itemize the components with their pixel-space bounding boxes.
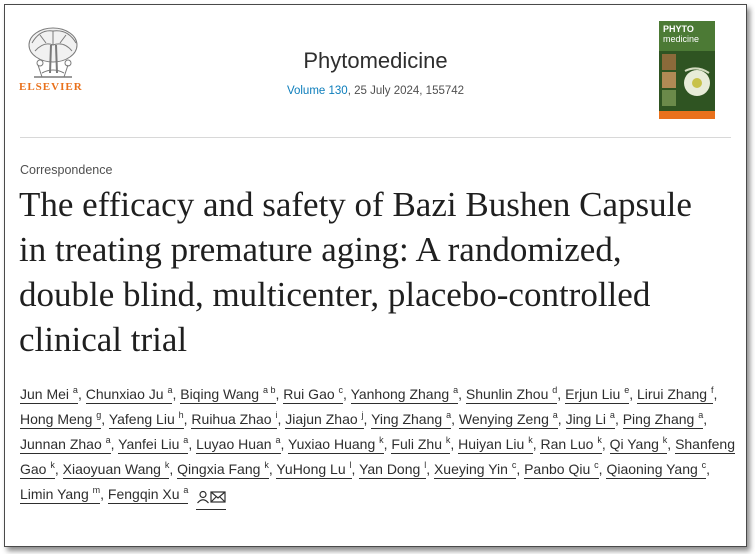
author-name: Huiyan Liu bbox=[458, 436, 525, 452]
author-name: Ran Luo bbox=[540, 436, 594, 452]
author-link[interactable] bbox=[458, 436, 533, 454]
author-affiliation: g bbox=[96, 410, 102, 420]
cover-title-line2: medicine bbox=[663, 34, 700, 44]
journal-header bbox=[5, 5, 746, 137]
author-affiliation: k bbox=[597, 435, 602, 445]
author-link[interactable] bbox=[610, 436, 668, 454]
author-affiliation: c bbox=[338, 385, 344, 395]
author-affiliation: h bbox=[178, 410, 184, 420]
author-affiliation: l bbox=[349, 460, 352, 470]
email-icon bbox=[210, 490, 226, 504]
author-link[interactable] bbox=[20, 436, 111, 454]
author-link[interactable] bbox=[434, 461, 516, 479]
author-name: Shunlin Zhou bbox=[465, 386, 549, 402]
author-affiliation: a bbox=[105, 435, 111, 445]
author-name: Fengqin Xu bbox=[107, 486, 180, 502]
author-name: Yan Dong bbox=[359, 461, 421, 477]
person-icon bbox=[196, 490, 210, 504]
author-link[interactable] bbox=[566, 411, 615, 429]
author-affiliation: f bbox=[710, 385, 714, 395]
article-title: The efficacy and safety of Bazi Bushen Capsule in treating premature aging: A randomized, double blind, multicenter, placebo-controlled clinical trial bbox=[19, 185, 692, 359]
author-link[interactable] bbox=[20, 411, 101, 429]
author-name: Jun Mei bbox=[20, 386, 70, 402]
author-affiliation: l bbox=[424, 460, 427, 470]
author-affiliation: a bbox=[183, 435, 189, 445]
author-name: YuHong Lu bbox=[276, 461, 346, 477]
cover-title-line1: PHYTO bbox=[663, 24, 694, 34]
author-name: Qingxia Fang bbox=[177, 461, 261, 477]
issue-info-line bbox=[5, 85, 746, 97]
author-affiliation: k bbox=[662, 435, 668, 445]
journal-title[interactable]: Phytomedicine bbox=[303, 48, 448, 73]
author-link[interactable] bbox=[191, 411, 277, 429]
author-name: Yanhong Zhang bbox=[350, 386, 450, 402]
author-affiliation: a bbox=[183, 485, 189, 495]
issue-date-pages: , 25 July 2024, 155742 bbox=[347, 85, 465, 97]
author-link[interactable] bbox=[283, 386, 343, 404]
corresponding-author-icons[interactable] bbox=[196, 484, 226, 510]
author-name: Wenying Zeng bbox=[458, 411, 549, 427]
author-affiliation: c bbox=[511, 460, 517, 470]
author-name: Shanfeng Gao bbox=[20, 436, 736, 477]
author-link[interactable] bbox=[371, 411, 451, 429]
author-name: Chunxiao Ju bbox=[85, 386, 164, 402]
author-affiliation: a bbox=[453, 385, 459, 395]
author-affiliation: a b bbox=[262, 385, 276, 395]
author-name: Hong Meng bbox=[20, 411, 93, 427]
author-name: Luyao Huan bbox=[196, 436, 272, 452]
author-name: Limin Yang bbox=[20, 486, 89, 502]
author-name: Xiaoyuan Wang bbox=[62, 461, 161, 477]
author-affiliation: k bbox=[50, 460, 55, 470]
author-link[interactable] bbox=[196, 436, 280, 454]
author-affiliation: d bbox=[552, 385, 558, 395]
author-affiliation: k bbox=[264, 460, 269, 470]
author-affiliation: a bbox=[167, 385, 173, 395]
author-name: Ruihua Zhao bbox=[191, 411, 272, 427]
author-link[interactable] bbox=[524, 461, 599, 479]
author-link[interactable] bbox=[466, 386, 557, 404]
author-link[interactable] bbox=[351, 386, 459, 404]
author-affiliation: i bbox=[275, 410, 278, 420]
author-link[interactable] bbox=[391, 436, 450, 454]
author-affiliation: k bbox=[528, 435, 533, 445]
author-link[interactable] bbox=[459, 411, 558, 429]
author-affiliation: m bbox=[92, 485, 101, 495]
author-name: Rui Gao bbox=[283, 386, 335, 402]
author-link[interactable] bbox=[180, 386, 275, 404]
author-link[interactable] bbox=[606, 461, 706, 479]
author-affiliation: k bbox=[445, 435, 451, 445]
author-name: Yuxiao Huang bbox=[288, 436, 376, 452]
author-affiliation: a bbox=[275, 435, 281, 445]
author-affiliation: a bbox=[446, 410, 452, 420]
author-name: Xueying Yin bbox=[433, 461, 508, 477]
author-affiliation: k bbox=[164, 460, 170, 470]
author-affiliation: a bbox=[72, 385, 78, 395]
author-link[interactable] bbox=[63, 461, 170, 479]
author-name: Lirui Zhang bbox=[637, 386, 708, 402]
author-affiliation: j bbox=[361, 410, 364, 420]
author-name: Yanfei Liu bbox=[118, 436, 180, 452]
author-name: Qiaoning Yang bbox=[606, 461, 698, 477]
author-link[interactable] bbox=[359, 461, 426, 479]
author-link[interactable] bbox=[623, 411, 704, 429]
author-affiliation: e bbox=[624, 385, 630, 395]
author-link[interactable] bbox=[288, 436, 384, 454]
author-link[interactable] bbox=[118, 436, 188, 454]
author-link[interactable] bbox=[637, 386, 713, 404]
article-type: Correspondence bbox=[20, 163, 113, 177]
author-list: Jun Mei $^a$, Chunxiao Ju $^a$, Biqing Wang $^{a b}$, Rui Gao $^c$, Yanhong Zhang $^a$, Shunlin Zhou $^d$, Erjun Liu $^e$, Lirui Zhang $^f$, Hong Meng $^g$, Yafeng Liu $^h$, Ruihua Zhao $^i$, Jiajun Zhao $^j$, Ying Zhang $^a$, Wenying Zeng $^a$, Jing Li $^a$, Ping Zhang $^a$, Junnan Zhao $^a$, Yanfei Liu $^a$, Luyao Huan $^a$, Yuxiao Huang $^k$, Fuli Zhu $^k$, Huiyan Liu $^k$, Ran Luo $^k$, Qi Yang $^k$, Shanfeng Gao $^k$, Xiaoyuan Wang $^k$, Qingxia Fang $^k$, YuHong Lu $^l$, Yan Dong $^l$, Xueying Yin $^c$, Panbo Qiu $^c$, Qiaoning Yang $^c$, Limin Yang $^m$, Fengqin Xu $^a$ bbox=[20, 382, 735, 510]
author-link[interactable] bbox=[20, 386, 78, 404]
author-link[interactable] bbox=[285, 411, 363, 429]
author-name: Jing Li bbox=[565, 411, 607, 427]
author-name: Ying Zhang bbox=[371, 411, 443, 427]
author-name: Junnan Zhao bbox=[20, 436, 102, 452]
header-divider bbox=[20, 137, 731, 138]
author-affiliation: c bbox=[594, 460, 599, 470]
author-name: Erjun Liu bbox=[565, 386, 621, 402]
publisher-name: ELSEVIER bbox=[19, 81, 83, 93]
author-name: Jiajun Zhao bbox=[285, 411, 358, 427]
author-link[interactable] bbox=[86, 386, 173, 404]
author-affiliation: a bbox=[552, 410, 558, 420]
author-link[interactable] bbox=[276, 461, 351, 479]
author-affiliation: k bbox=[379, 435, 384, 445]
author-affiliation: c bbox=[701, 460, 707, 470]
author-link[interactable] bbox=[108, 486, 189, 504]
author-name: Yafeng Liu bbox=[108, 411, 175, 427]
author-name: Qi Yang bbox=[609, 436, 659, 452]
volume-link[interactable]: Volume 130 bbox=[286, 85, 348, 97]
article-header-card bbox=[4, 4, 747, 547]
author-name: Ping Zhang bbox=[622, 411, 695, 427]
author-link[interactable] bbox=[565, 386, 629, 404]
author-link[interactable] bbox=[109, 411, 184, 429]
author-affiliation: a bbox=[609, 410, 615, 420]
author-name: Panbo Qiu bbox=[524, 461, 591, 477]
journal-cover-thumbnail[interactable] bbox=[659, 21, 715, 119]
author-link[interactable] bbox=[540, 436, 601, 454]
author-name: Fuli Zhu bbox=[391, 436, 442, 452]
author-name: Biqing Wang bbox=[180, 386, 260, 402]
author-affiliation: a bbox=[698, 410, 704, 420]
author-link[interactable] bbox=[20, 486, 100, 504]
author-link[interactable] bbox=[177, 461, 269, 479]
